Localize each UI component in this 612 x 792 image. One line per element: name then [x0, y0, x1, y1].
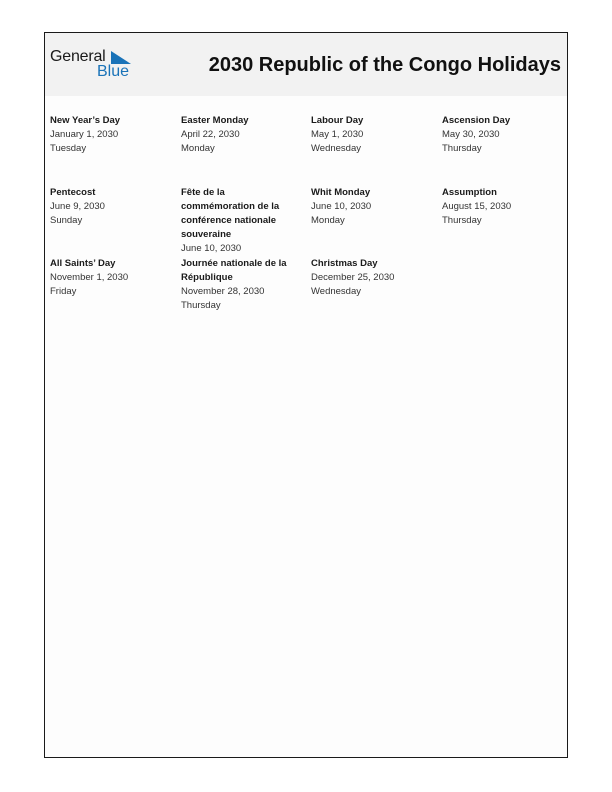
page-title: 2030 Republic of the Congo Holidays — [208, 54, 561, 76]
holiday-weekday: Sunday — [50, 215, 83, 226]
holiday-weekday: Tuesday — [50, 143, 87, 154]
holiday-name: Easter Monday — [181, 115, 249, 126]
holiday-name: Whit Monday — [311, 187, 371, 198]
holiday-weekday: Thursday — [442, 215, 482, 226]
holiday-date: December 25, 2030 — [311, 272, 395, 283]
holiday-item — [181, 114, 305, 156]
holiday-weekday: Thursday — [181, 300, 221, 311]
holiday-weekday: Wednesday — [311, 286, 361, 297]
holiday-date: November 28, 2030 — [181, 286, 265, 297]
holiday-name: New Year’s Day — [50, 115, 121, 126]
holiday-date: June 10, 2030 — [311, 201, 372, 212]
holiday-item — [311, 186, 435, 228]
holiday-weekday: Wednesday — [311, 143, 361, 154]
logo-text-general: General — [50, 48, 106, 65]
holiday-date: May 1, 2030 — [311, 129, 364, 140]
holiday-name: All Saints’ Day — [50, 258, 116, 269]
holiday-item — [50, 114, 174, 156]
holiday-item — [50, 257, 174, 299]
holiday-name: Fête de la commémoration de la conférence nationale souveraine — [181, 187, 280, 240]
holiday-name: Labour Day — [311, 115, 364, 126]
holiday-name: Assumption — [442, 187, 497, 198]
holiday-date: May 30, 2030 — [442, 129, 500, 140]
holiday-item — [311, 257, 435, 299]
holiday-date: June 9, 2030 — [50, 201, 105, 212]
holiday-date: August 15, 2030 — [442, 201, 512, 212]
holiday-weekday: Friday — [50, 286, 77, 297]
holiday-date: January 1, 2030 — [50, 129, 119, 140]
holiday-weekday: Monday — [311, 215, 345, 226]
holiday-date: June 10, 2030 — [181, 243, 242, 254]
holiday-name: Journée nationale de la République — [181, 258, 287, 283]
holiday-date: April 22, 2030 — [181, 129, 240, 140]
holiday-item — [181, 186, 299, 256]
holiday-weekday: Monday — [181, 143, 215, 154]
logo-text-blue: Blue — [97, 63, 130, 80]
holiday-name: Ascension Day — [442, 115, 511, 126]
holiday-item — [311, 114, 435, 156]
holiday-name: Pentecost — [50, 187, 96, 198]
generalblue-logo — [50, 48, 140, 82]
page-header — [45, 33, 567, 96]
calendar-page — [44, 32, 568, 758]
holiday-item — [50, 186, 174, 228]
holiday-name: Christmas Day — [311, 258, 378, 269]
holiday-item — [442, 186, 566, 228]
holiday-item — [181, 257, 299, 313]
holiday-date: November 1, 2030 — [50, 272, 129, 283]
holiday-item — [442, 114, 566, 156]
holiday-weekday: Thursday — [442, 143, 482, 154]
